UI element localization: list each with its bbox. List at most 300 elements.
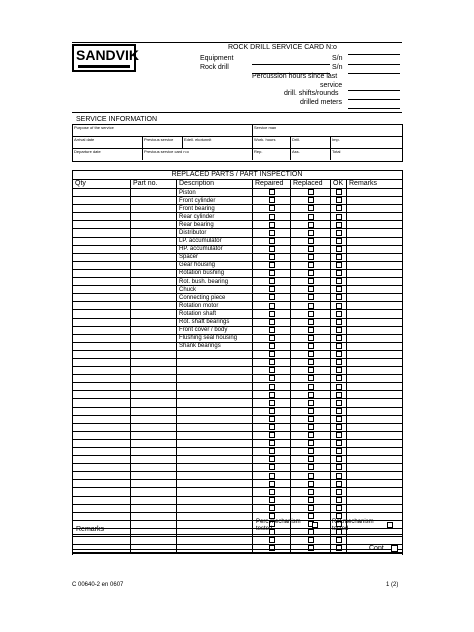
cont-checkbox[interactable] <box>391 545 398 552</box>
rock-drill-label: Rock drill <box>200 64 229 71</box>
part-no-cell[interactable] <box>131 520 177 528</box>
part-no-cell[interactable] <box>131 213 177 221</box>
replaced-cell <box>291 456 331 464</box>
ok-checkbox[interactable] <box>336 343 342 349</box>
repaired-cell <box>253 213 291 221</box>
repaired-checkbox[interactable] <box>269 205 275 211</box>
replaced-checkbox[interactable] <box>308 222 314 228</box>
qty-cell[interactable] <box>73 245 131 253</box>
qty-cell[interactable] <box>73 350 131 358</box>
part-no-cell[interactable] <box>131 415 177 423</box>
remarks-cell[interactable] <box>347 391 403 399</box>
part-no-cell[interactable] <box>131 326 177 334</box>
part-no-cell[interactable] <box>131 464 177 472</box>
part-no-cell[interactable] <box>131 253 177 261</box>
ok-checkbox[interactable] <box>336 473 342 479</box>
remarks-cell[interactable] <box>347 302 403 310</box>
repaired-checkbox[interactable] <box>269 230 275 236</box>
part-no-cell[interactable] <box>131 269 177 277</box>
remarks-cell[interactable] <box>347 261 403 269</box>
remarks-cell[interactable] <box>347 504 403 512</box>
repaired-checkbox[interactable] <box>269 343 275 349</box>
replaced-checkbox[interactable] <box>308 270 314 276</box>
replaced-checkbox[interactable] <box>308 505 314 511</box>
qty-cell[interactable] <box>73 229 131 237</box>
description-cell <box>177 383 253 391</box>
ok-checkbox[interactable] <box>336 286 342 292</box>
replaced-checkbox[interactable] <box>308 197 314 203</box>
replaced-cell <box>291 205 331 213</box>
repaired-checkbox[interactable] <box>269 197 275 203</box>
replaced-cell <box>291 407 331 415</box>
ok-cell <box>331 253 347 261</box>
repaired-checkbox[interactable] <box>269 327 275 333</box>
ok-cell <box>331 358 347 366</box>
remarks-cell[interactable] <box>347 496 403 504</box>
drill-shifts-label: drill. shifts/rounds <box>284 90 339 97</box>
part-no-cell[interactable] <box>131 294 177 302</box>
qty-cell[interactable] <box>73 383 131 391</box>
repaired-checkbox[interactable] <box>269 432 275 438</box>
part-no-cell[interactable] <box>131 383 177 391</box>
remarks-cell[interactable] <box>347 334 403 342</box>
remarks-cell[interactable] <box>347 326 403 334</box>
qty-cell[interactable] <box>73 326 131 334</box>
part-no-cell[interactable] <box>131 456 177 464</box>
ok-cell <box>331 407 347 415</box>
remarks-cell[interactable] <box>347 407 403 415</box>
repaired-checkbox[interactable] <box>269 351 275 357</box>
table-row <box>73 448 403 456</box>
repaired-checkbox[interactable] <box>269 367 275 373</box>
ok-checkbox[interactable] <box>336 319 342 325</box>
replaced-checkbox[interactable] <box>308 246 314 252</box>
repaired-checkbox[interactable] <box>269 189 275 195</box>
part-no-cell[interactable] <box>131 245 177 253</box>
repaired-cell <box>253 375 291 383</box>
repaired-checkbox[interactable] <box>269 246 275 252</box>
ok-checkbox[interactable] <box>336 489 342 495</box>
replaced-checkbox[interactable] <box>308 254 314 260</box>
perc-hours-label: Percussion hours since last <box>252 73 338 80</box>
qty-cell[interactable] <box>73 367 131 375</box>
repaired-checkbox[interactable] <box>269 400 275 406</box>
replaced-checkbox[interactable] <box>308 286 314 292</box>
remarks-cell[interactable] <box>347 197 403 205</box>
part-no-cell[interactable] <box>131 439 177 447</box>
replaced-checkbox[interactable] <box>308 497 314 503</box>
part-no-cell[interactable] <box>131 472 177 480</box>
qty-cell[interactable] <box>73 318 131 326</box>
perc-tested-label-1: Perc.mechanism <box>256 519 301 525</box>
ok-checkbox[interactable] <box>336 384 342 390</box>
ok-cell <box>331 431 347 439</box>
ok-checkbox[interactable] <box>336 254 342 260</box>
qty-cell[interactable] <box>73 431 131 439</box>
repaired-checkbox[interactable] <box>269 270 275 276</box>
remarks-cell[interactable] <box>347 375 403 383</box>
remarks-cell[interactable] <box>347 367 403 375</box>
service-label: service <box>320 82 343 89</box>
ok-cell <box>331 464 347 472</box>
part-no-cell[interactable] <box>131 237 177 245</box>
replaced-checkbox[interactable] <box>308 294 314 300</box>
remarks-cell[interactable] <box>347 245 403 253</box>
qty-cell[interactable] <box>73 512 131 520</box>
qty-cell[interactable] <box>73 334 131 342</box>
ok-cell <box>331 278 347 286</box>
replaced-checkbox[interactable] <box>308 335 314 341</box>
remarks-cell[interactable] <box>347 456 403 464</box>
replaced-checkbox[interactable] <box>308 351 314 357</box>
part-no-cell[interactable] <box>131 488 177 496</box>
remarks-cell[interactable] <box>347 294 403 302</box>
ok-checkbox[interactable] <box>336 432 342 438</box>
replaced-checkbox[interactable] <box>308 400 314 406</box>
replaced-checkbox[interactable] <box>308 384 314 390</box>
qty-cell[interactable] <box>73 253 131 261</box>
replaced-checkbox[interactable] <box>308 367 314 373</box>
replaced-checkbox[interactable] <box>308 489 314 495</box>
replaced-checkbox[interactable] <box>308 416 314 422</box>
repaired-checkbox[interactable] <box>269 408 275 414</box>
remarks-cell[interactable] <box>347 221 403 229</box>
repaired-checkbox[interactable] <box>269 416 275 422</box>
remarks-cell[interactable] <box>347 439 403 447</box>
description-cell <box>177 512 253 520</box>
table-row <box>73 375 403 383</box>
repaired-checkbox[interactable] <box>269 497 275 503</box>
repaired-checkbox[interactable] <box>269 303 275 309</box>
ok-checkbox[interactable] <box>336 230 342 236</box>
ok-checkbox[interactable] <box>336 367 342 373</box>
qty-cell[interactable] <box>73 391 131 399</box>
replaced-checkbox[interactable] <box>308 424 314 430</box>
part-no-cell[interactable] <box>131 496 177 504</box>
remarks-cell[interactable] <box>347 205 403 213</box>
ok-checkbox[interactable] <box>336 311 342 317</box>
remarks-cell[interactable] <box>347 358 403 366</box>
ok-checkbox[interactable] <box>336 375 342 381</box>
replaced-checkbox[interactable] <box>308 230 314 236</box>
repaired-checkbox[interactable] <box>269 359 275 365</box>
part-no-cell[interactable] <box>131 431 177 439</box>
repaired-checkbox[interactable] <box>269 319 275 325</box>
equipment-line <box>252 64 330 65</box>
remarks-cell[interactable] <box>347 286 403 294</box>
repaired-cell <box>253 415 291 423</box>
qty-cell[interactable] <box>73 415 131 423</box>
description-cell: Rotation shaft <box>177 310 253 318</box>
remarks-cell[interactable] <box>347 399 403 407</box>
replaced-checkbox[interactable] <box>308 456 314 462</box>
replaced-cell <box>291 488 331 496</box>
part-no-cell[interactable] <box>131 399 177 407</box>
qty-cell[interactable] <box>73 197 131 205</box>
qty-cell[interactable] <box>73 237 131 245</box>
replaced-checkbox[interactable] <box>308 408 314 414</box>
repaired-checkbox[interactable] <box>269 473 275 479</box>
replaced-checkbox[interactable] <box>308 432 314 438</box>
part-no-cell[interactable] <box>131 318 177 326</box>
remarks-cell[interactable] <box>347 415 403 423</box>
remarks-cell[interactable] <box>347 278 403 286</box>
ok-checkbox[interactable] <box>336 464 342 470</box>
table-row <box>73 334 403 342</box>
repaired-checkbox[interactable] <box>269 456 275 462</box>
table-row <box>73 391 403 399</box>
part-no-cell[interactable] <box>131 189 177 197</box>
part-no-cell[interactable] <box>131 350 177 358</box>
repaired-checkbox[interactable] <box>269 294 275 300</box>
qty-cell[interactable] <box>73 488 131 496</box>
ok-cell <box>331 269 347 277</box>
remarks-cell[interactable] <box>347 237 403 245</box>
qty-cell[interactable] <box>73 286 131 294</box>
repaired-checkbox[interactable] <box>269 481 275 487</box>
perc-hours-line <box>348 90 400 91</box>
repaired-checkbox[interactable] <box>269 424 275 430</box>
part-no-cell[interactable] <box>131 407 177 415</box>
repaired-checkbox[interactable] <box>269 448 275 454</box>
qty-cell[interactable] <box>73 278 131 286</box>
replaced-cell <box>291 448 331 456</box>
ok-checkbox[interactable] <box>336 294 342 300</box>
ok-checkbox[interactable] <box>336 456 342 462</box>
qty-cell[interactable] <box>73 189 131 197</box>
ok-checkbox[interactable] <box>336 440 342 446</box>
ok-checkbox[interactable] <box>336 400 342 406</box>
ok-checkbox[interactable] <box>336 359 342 365</box>
replaced-checkbox[interactable] <box>308 262 314 268</box>
remarks-cell[interactable] <box>347 310 403 318</box>
qty-cell[interactable] <box>73 407 131 415</box>
remarks-cell[interactable] <box>347 472 403 480</box>
ok-checkbox[interactable] <box>336 189 342 195</box>
qty-cell[interactable] <box>73 464 131 472</box>
qty-cell[interactable] <box>73 221 131 229</box>
table-row <box>73 399 403 407</box>
ok-checkbox[interactable] <box>336 238 342 244</box>
qty-cell[interactable] <box>73 456 131 464</box>
perc-tested-checkbox[interactable] <box>312 522 318 528</box>
ok-checkbox[interactable] <box>336 416 342 422</box>
remarks-cell[interactable] <box>347 350 403 358</box>
part-no-cell[interactable] <box>131 504 177 512</box>
qty-cell[interactable] <box>73 504 131 512</box>
part-no-cell[interactable] <box>131 205 177 213</box>
replaced-checkbox[interactable] <box>308 481 314 487</box>
qty-cell[interactable] <box>73 480 131 488</box>
qty-cell[interactable] <box>73 399 131 407</box>
repaired-checkbox[interactable] <box>269 286 275 292</box>
remarks-cell[interactable] <box>347 431 403 439</box>
repaired-checkbox[interactable] <box>269 375 275 381</box>
remarks-cell[interactable] <box>347 213 403 221</box>
qty-cell[interactable] <box>73 261 131 269</box>
remarks-cell[interactable] <box>347 229 403 237</box>
repaired-checkbox[interactable] <box>269 222 275 228</box>
ok-checkbox[interactable] <box>336 351 342 357</box>
replaced-checkbox[interactable] <box>308 359 314 365</box>
replaced-checkbox[interactable] <box>308 303 314 309</box>
ok-checkbox[interactable] <box>336 262 342 268</box>
remarks-cell[interactable] <box>347 488 403 496</box>
replaced-checkbox[interactable] <box>308 392 314 398</box>
part-no-cell[interactable] <box>131 197 177 205</box>
replaced-checkbox[interactable] <box>308 440 314 446</box>
replaced-checkbox[interactable] <box>308 473 314 479</box>
qty-cell[interactable] <box>73 294 131 302</box>
part-no-cell[interactable] <box>131 221 177 229</box>
part-no-cell[interactable] <box>131 367 177 375</box>
repaired-checkbox[interactable] <box>269 505 275 511</box>
departure-date-label: Departure date <box>74 149 101 154</box>
part-no-cell[interactable] <box>131 375 177 383</box>
part-no-cell[interactable] <box>131 278 177 286</box>
replaced-checkbox[interactable] <box>308 448 314 454</box>
qty-cell[interactable] <box>73 496 131 504</box>
replaced-checkbox[interactable] <box>308 343 314 349</box>
replaced-checkbox[interactable] <box>308 464 314 470</box>
part-no-cell[interactable] <box>131 334 177 342</box>
repaired-checkbox[interactable] <box>269 278 275 284</box>
part-no-cell[interactable] <box>131 391 177 399</box>
table-row <box>73 350 403 358</box>
replaced-checkbox[interactable] <box>308 189 314 195</box>
ok-checkbox[interactable] <box>336 197 342 203</box>
remarks-bottom <box>72 553 402 554</box>
ok-checkbox[interactable] <box>336 214 342 220</box>
part-no-cell[interactable] <box>131 229 177 237</box>
remarks-cell[interactable] <box>347 342 403 350</box>
ok-checkbox[interactable] <box>336 222 342 228</box>
table-row <box>73 415 403 423</box>
replaced-checkbox[interactable] <box>308 238 314 244</box>
replaced-cell <box>291 229 331 237</box>
ok-checkbox[interactable] <box>336 448 342 454</box>
qty-cell[interactable] <box>73 342 131 350</box>
part-no-cell[interactable] <box>131 480 177 488</box>
ok-cell <box>331 350 347 358</box>
rot-tested-label-1: Rot.mechanism <box>332 519 374 525</box>
ok-checkbox[interactable] <box>336 303 342 309</box>
part-no-cell[interactable] <box>131 286 177 294</box>
remarks-cell[interactable] <box>347 383 403 391</box>
qty-cell[interactable] <box>73 358 131 366</box>
service-info-divider-a <box>252 124 253 136</box>
repaired-checkbox[interactable] <box>269 214 275 220</box>
repaired-checkbox[interactable] <box>269 489 275 495</box>
part-no-cell[interactable] <box>131 310 177 318</box>
repaired-checkbox[interactable] <box>269 311 275 317</box>
remarks-cell[interactable] <box>347 448 403 456</box>
remarks-cell[interactable] <box>347 464 403 472</box>
part-no-cell[interactable] <box>131 302 177 310</box>
ok-checkbox[interactable] <box>336 424 342 430</box>
replaced-checkbox[interactable] <box>308 214 314 220</box>
ok-checkbox[interactable] <box>336 335 342 341</box>
ok-checkbox[interactable] <box>336 246 342 252</box>
repaired-checkbox[interactable] <box>269 238 275 244</box>
qty-cell[interactable] <box>73 472 131 480</box>
ok-cell <box>331 448 347 456</box>
remarks-cell[interactable] <box>347 253 403 261</box>
description-cell <box>177 504 253 512</box>
ok-checkbox[interactable] <box>336 270 342 276</box>
part-no-cell[interactable] <box>131 261 177 269</box>
part-no-cell[interactable] <box>131 342 177 350</box>
repaired-checkbox[interactable] <box>269 262 275 268</box>
repaired-checkbox[interactable] <box>269 335 275 341</box>
qty-cell[interactable] <box>73 423 131 431</box>
work-hours-label: Work. hours <box>254 137 276 142</box>
replaced-checkbox[interactable] <box>308 319 314 325</box>
remarks-cell[interactable] <box>347 189 403 197</box>
replaced-checkbox[interactable] <box>308 375 314 381</box>
col-ok: OK <box>331 180 347 189</box>
table-row <box>73 423 403 431</box>
remarks-cell[interactable] <box>347 480 403 488</box>
table-row <box>73 245 403 253</box>
qty-cell[interactable] <box>73 269 131 277</box>
drill-hours-label: Drill. <box>292 137 300 142</box>
qty-cell[interactable] <box>73 448 131 456</box>
remarks-cell[interactable] <box>347 269 403 277</box>
table-row <box>73 318 403 326</box>
qty-cell[interactable] <box>73 310 131 318</box>
remarks-box[interactable] <box>72 534 403 555</box>
equipment-label: Equipment <box>200 55 234 62</box>
qty-cell[interactable] <box>73 375 131 383</box>
replaced-checkbox[interactable] <box>308 327 314 333</box>
qty-cell[interactable] <box>73 213 131 221</box>
repaired-checkbox[interactable] <box>269 440 275 446</box>
description-cell <box>177 415 253 423</box>
part-no-cell[interactable] <box>131 358 177 366</box>
part-no-cell[interactable] <box>131 448 177 456</box>
repaired-checkbox[interactable] <box>269 392 275 398</box>
ok-checkbox[interactable] <box>336 408 342 414</box>
ok-checkbox[interactable] <box>336 392 342 398</box>
qty-cell[interactable] <box>73 439 131 447</box>
qty-cell[interactable] <box>73 302 131 310</box>
ok-checkbox[interactable] <box>336 481 342 487</box>
ok-checkbox[interactable] <box>336 327 342 333</box>
ok-checkbox[interactable] <box>336 505 342 511</box>
table-row <box>73 326 403 334</box>
ok-checkbox[interactable] <box>336 497 342 503</box>
table-row <box>73 431 403 439</box>
replaced-checkbox[interactable] <box>308 205 314 211</box>
part-no-cell[interactable] <box>131 423 177 431</box>
ok-checkbox[interactable] <box>336 205 342 211</box>
remarks-cell[interactable] <box>347 423 403 431</box>
repaired-cell <box>253 496 291 504</box>
rot-tested-checkbox[interactable] <box>387 522 393 528</box>
remarks-cell[interactable] <box>347 318 403 326</box>
description-cell: Distributor <box>177 229 253 237</box>
ok-checkbox[interactable] <box>336 278 342 284</box>
repaired-checkbox[interactable] <box>269 464 275 470</box>
replaced-checkbox[interactable] <box>308 513 314 519</box>
repaired-checkbox[interactable] <box>269 384 275 390</box>
replaced-checkbox[interactable] <box>308 311 314 317</box>
qty-cell[interactable] <box>73 205 131 213</box>
repaired-checkbox[interactable] <box>269 254 275 260</box>
replaced-checkbox[interactable] <box>308 278 314 284</box>
part-no-cell[interactable] <box>131 512 177 520</box>
